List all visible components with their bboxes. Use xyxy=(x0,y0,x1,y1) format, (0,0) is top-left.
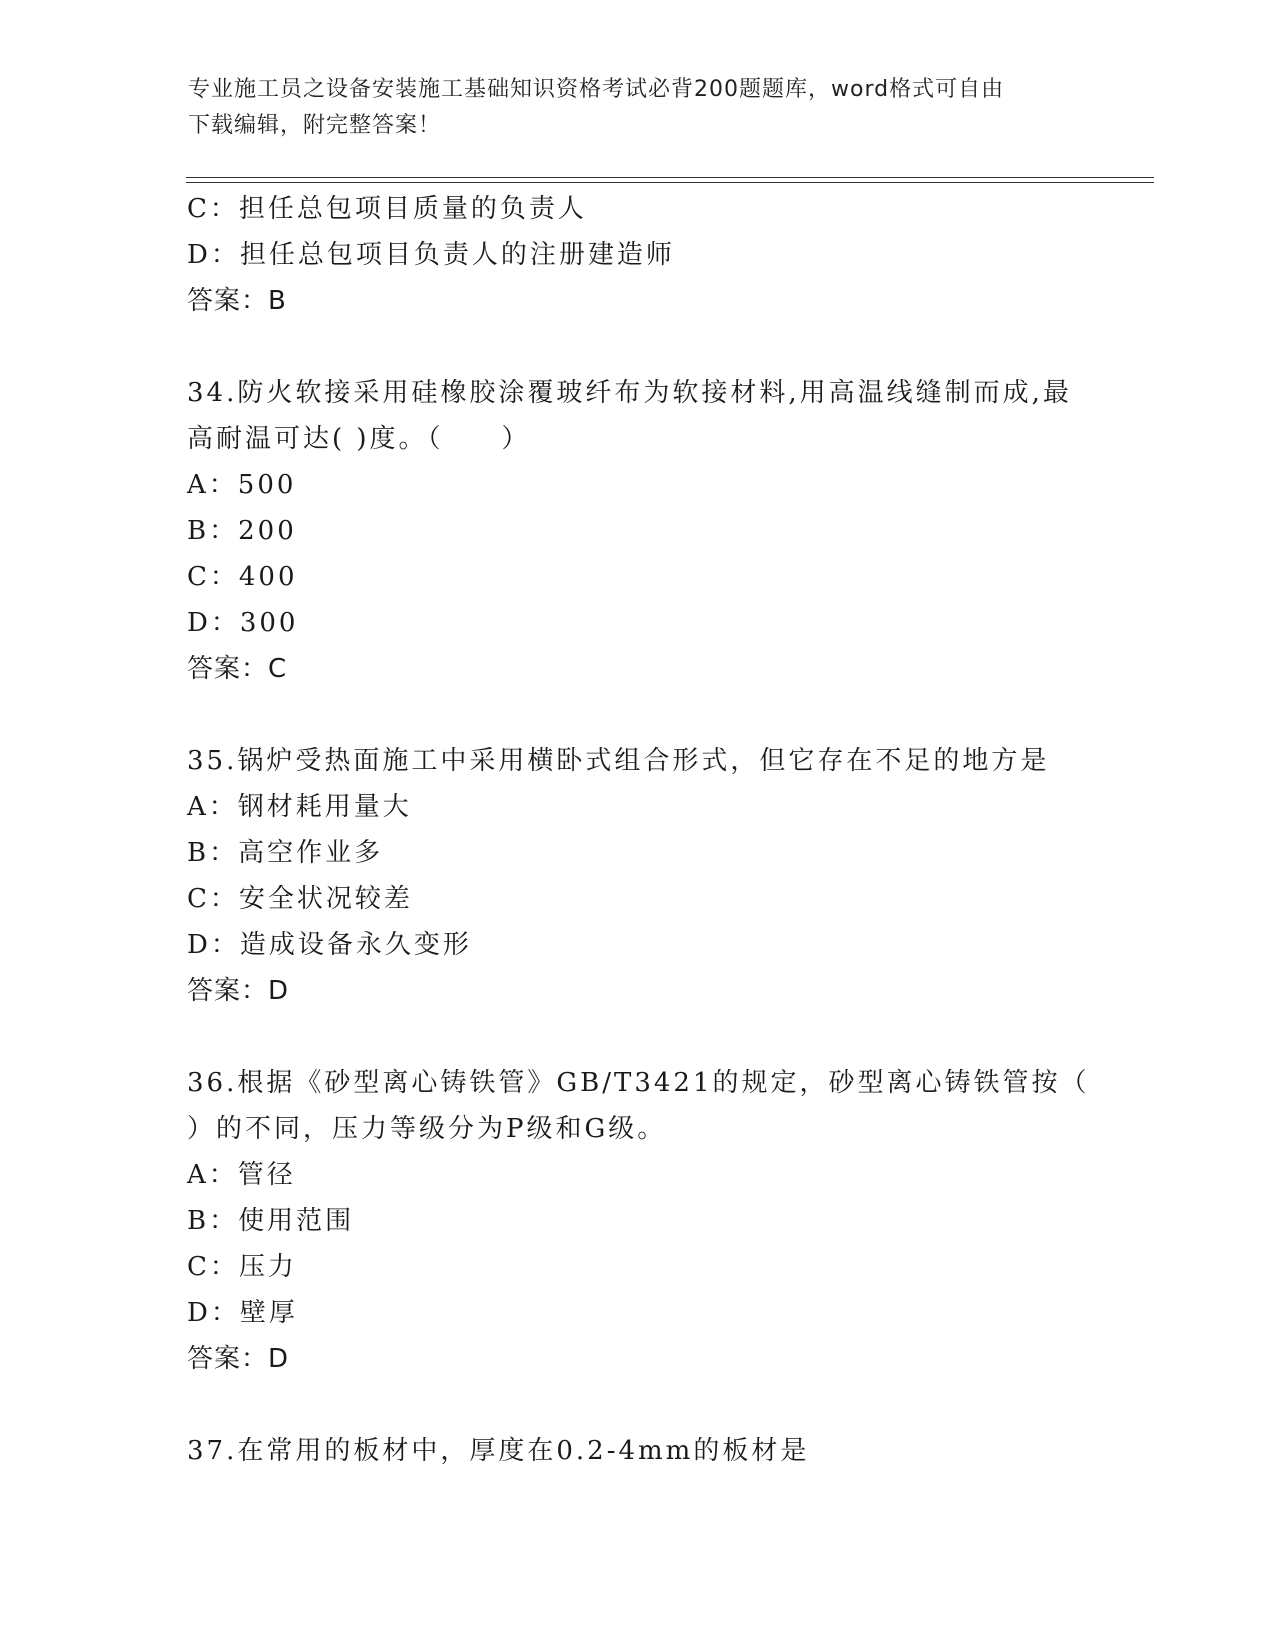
question-stem: 37.在常用的板材中，厚度在0.2-4mm的板材是 xyxy=(187,1436,810,1466)
option-b: B：200 xyxy=(187,516,297,546)
question-stem: 34.防火软接采用硅橡胶涂覆玻纤布为软接材料,用高温线缝制而成,最 xyxy=(187,378,1072,408)
question-33-continuation xyxy=(187,186,1087,324)
option-a: A：钢材耗用量大 xyxy=(187,792,412,822)
option-d: D：担任总包项目负责人的注册建造师 xyxy=(187,240,675,270)
question-36 xyxy=(187,1060,1090,1382)
option-c: C：400 xyxy=(187,562,298,592)
document-header xyxy=(188,72,1068,144)
question-list xyxy=(187,186,1090,1474)
question-35 xyxy=(187,738,1087,1014)
spacer xyxy=(187,324,1087,370)
answer: 答案：D xyxy=(187,1344,290,1374)
question-34 xyxy=(187,370,1087,692)
question-37 xyxy=(187,1428,1087,1474)
spacer xyxy=(187,1014,1087,1060)
answer: 答案：B xyxy=(187,286,287,316)
option-a: A：500 xyxy=(187,470,297,500)
header-line-1: 专业施工员之设备安装施工基础知识资格考试必背200题题库，word格式可自由 xyxy=(188,77,1005,102)
header-divider-bottom xyxy=(186,182,1154,183)
header-divider-top xyxy=(186,177,1154,178)
option-b: B：高空作业多 xyxy=(187,838,384,868)
header-line-2: 下载编辑，附完整答案！ xyxy=(188,113,442,138)
option-d: D：300 xyxy=(187,608,299,638)
option-a: A：管径 xyxy=(187,1160,296,1190)
option-b: B：使用范围 xyxy=(187,1206,355,1236)
option-c: C：压力 xyxy=(187,1252,297,1282)
answer: 答案：C xyxy=(187,654,288,684)
question-stem: 36.根据《砂型离心铸铁管》GB/T3421的规定，砂型离心铸铁管按（ xyxy=(187,1068,1090,1098)
answer: 答案：D xyxy=(187,976,290,1006)
option-c: C：安全状况较差 xyxy=(187,884,413,914)
question-stem: 35.锅炉受热面施工中采用横卧式组合形式，但它存在不足的地方是 xyxy=(187,746,1050,776)
option-c: C：担任总包项目质量的负责人 xyxy=(187,194,587,224)
question-stem: 高耐温可达( )度。（ ） xyxy=(187,424,531,454)
spacer xyxy=(187,1382,1087,1428)
spacer xyxy=(187,692,1087,738)
option-d: D：造成设备永久变形 xyxy=(187,930,472,960)
question-stem: ）的不同，压力等级分为P级和G级。 xyxy=(187,1114,667,1144)
option-d: D：壁厚 xyxy=(187,1298,298,1328)
